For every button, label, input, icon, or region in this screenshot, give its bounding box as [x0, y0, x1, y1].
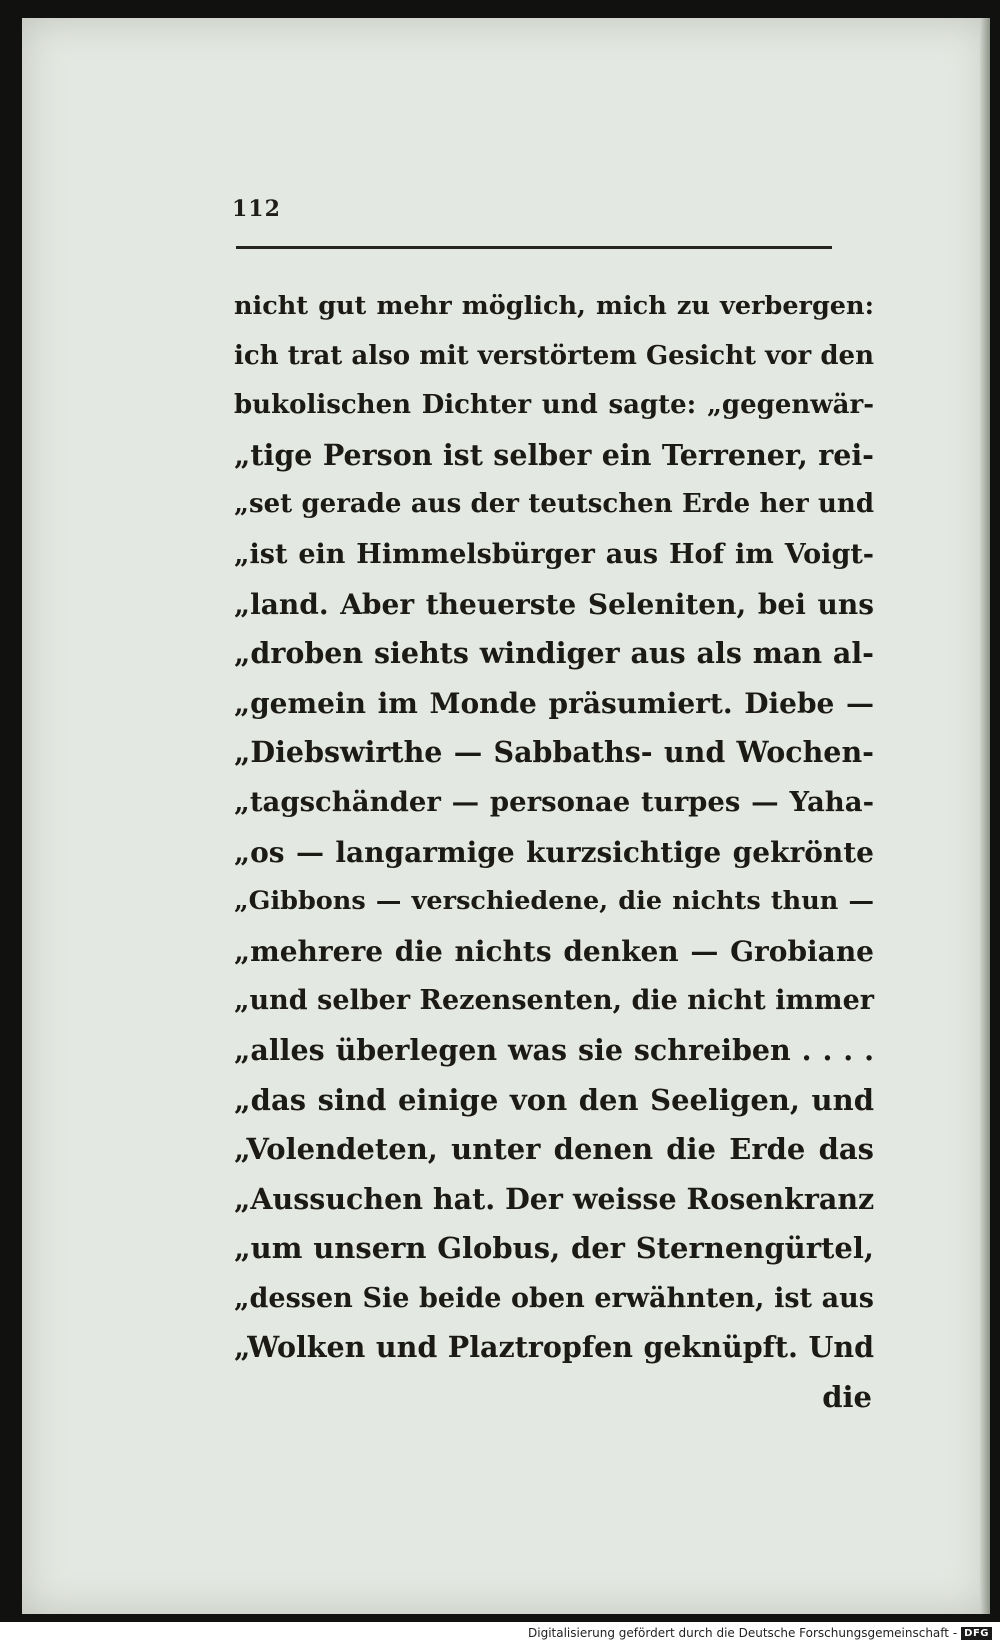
text-line-6: „ist ein Himmelsbürger aus Hof im Voigt- [234, 538, 874, 570]
body-text [234, 282, 874, 1423]
text-line-21: „dessen Sie beide oben erwähnten, ist aus [234, 1282, 874, 1314]
dfg-logo: DFG [961, 1627, 992, 1640]
text-line-20: „um unsern Globus, der Sternengürtel, [234, 1231, 874, 1266]
page-number: 112 [232, 196, 281, 222]
text-line-12: „os — langarmige kurzsichtige gekrönte [234, 835, 874, 869]
text-line-11: „tagschänder — personae turpes — Yaha- [234, 785, 874, 818]
digitization-credit [528, 1626, 992, 1640]
text-line-7: „land. Aber theuerste Seleniten, bei uns [234, 587, 874, 621]
catchword: die [822, 1380, 872, 1415]
text-line-10: „Diebswirthe — Sabbaths- und Wochen- [234, 735, 874, 770]
header-rule [236, 246, 832, 249]
text-line-19: „Aussuchen hat. Der weisse Rosenkranz [234, 1181, 875, 1216]
text-line-1: nicht gut mehr möglich, mich zu verbergen: [234, 291, 874, 321]
text-line-16: „alles überlegen was sie schreiben . . . . [234, 1032, 874, 1067]
text-line-22: „Wolken und Plaztropfen geknüpft. Und [234, 1330, 874, 1365]
text-line-18: „Volendeten, unter denen die Erde das [234, 1132, 874, 1167]
text-line-9: „gemein im Monde präsumiert. Diebe — [234, 686, 874, 720]
text-line-8: „droben siehts windiger aus als man al- [234, 636, 874, 671]
text-line-5: „set gerade aus der teutschen Erde her und [234, 489, 874, 520]
text-line-13: „Gibbons — verschiedene, die nichts thun — [234, 886, 874, 917]
text-line-4: „tige Person ist selber ein Terrener, rei- [234, 437, 874, 472]
text-line-15: „und selber Rezensenten, die nicht immer [234, 985, 874, 1017]
page-edge-shadow [980, 18, 990, 1614]
credit-text: Digitalisierung gefördert durch die Deutsche Forschungsgemeinschaft - [528, 1626, 958, 1640]
text-line-14: „mehrere die nichts denken — Grobiane [234, 934, 874, 968]
text-line-3: bukolischen Dichter und sagte: „gegenwär- [234, 390, 874, 421]
text-line-17: „das sind einige von den Seeligen, und [234, 1082, 874, 1117]
text-line-2: ich trat also mit verstörtem Gesicht vor den [234, 340, 874, 371]
